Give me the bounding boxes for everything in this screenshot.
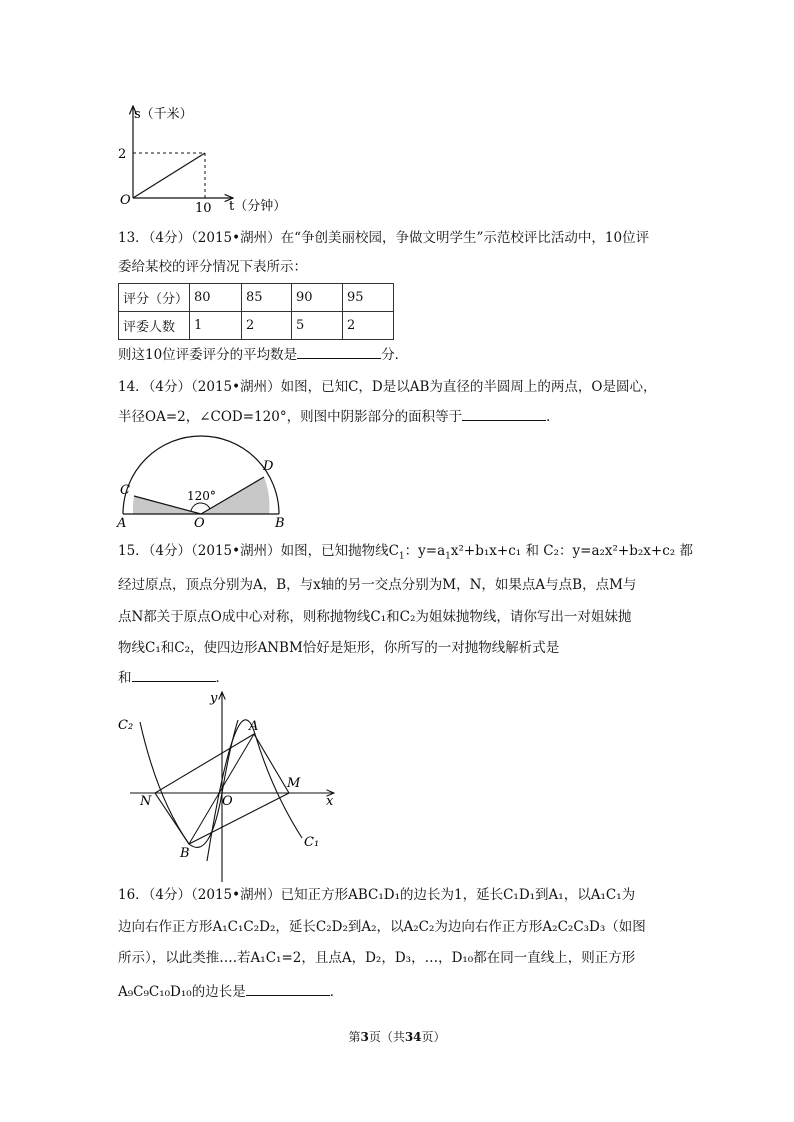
table-row: [119, 284, 394, 312]
label-c2: C₂: [118, 718, 134, 733]
answer-blank[interactable]: [297, 344, 381, 359]
q16-line4-text: A₉C₉C₁₀D₁₀的边长是: [118, 984, 246, 1000]
footer-post: 页）: [421, 1030, 446, 1044]
table-cell: 评委人数: [119, 312, 190, 340]
q15-line1: [118, 541, 693, 567]
x-tick-label: 10: [195, 201, 212, 215]
table-cell: 95: [343, 284, 394, 312]
x-axis-label: t（分钟）: [229, 199, 287, 214]
table-cell: 评分（分）: [119, 284, 190, 312]
q16-line3: 所示），以此类推….若A₁C₁=2，且点A，D₂，D₃，…，D₁₀都在同一直线上，则正方形: [118, 950, 636, 966]
label-b: B: [275, 516, 285, 530]
q13-line1: 13．（4分）（2015•湖州）在“争创美丽校园，争做文明学生”示范校评比活动中，10位评: [118, 230, 650, 246]
label-b: B: [180, 846, 190, 861]
y-tick-label: 2: [118, 147, 127, 162]
q13-after-unit: 分．: [381, 347, 409, 363]
answer-blank[interactable]: [462, 406, 546, 421]
page-number: 3: [360, 1030, 369, 1044]
q13-line2: 委给某校的评分情况下表所示：: [118, 259, 307, 275]
parabola-c2: [140, 720, 238, 847]
table-cell: 85: [242, 284, 292, 312]
q16-line1: 16．（4分）（2015•湖州）已知正方形ABC₁D₁的边长为1，延长C₁D₁到A₁，以A₁C₁为: [118, 887, 636, 903]
q15-line4: 物线C₁和C₂，使四边形ANBM恰好是矩形，你所写的一对抛物线解析式是: [118, 640, 560, 656]
q14-line2-end: ．: [546, 409, 560, 425]
table-cell: 5: [292, 312, 343, 340]
q14-line1: 14．（4分）（2015•湖州）如图，已知C，D是以AB为直径的半圆周上的两点，O是圆心，: [118, 379, 657, 395]
table-cell: 80: [190, 284, 242, 312]
table-cell: 1: [190, 312, 242, 340]
q15-line5: [118, 667, 229, 688]
y-axis-label: s（千米）: [134, 107, 193, 122]
label-n: N: [140, 794, 152, 809]
q15-line1-sub: 1: [398, 551, 405, 562]
footer-pre: 第: [348, 1030, 361, 1044]
q13-after-text: 则这10位评委评分的平均数是: [118, 347, 298, 363]
answer-blank[interactable]: [246, 981, 330, 996]
q15-line1-sub2: 1: [445, 551, 451, 562]
footer-mid: 页（共: [368, 1030, 405, 1044]
label-c1: C₁: [304, 835, 320, 850]
q15-line5-end: ．: [215, 670, 229, 686]
q13-after: [118, 344, 408, 365]
q16-line4-end: ．: [329, 984, 344, 1000]
q16-line4: [118, 981, 343, 1002]
parabolas-figure: [112, 686, 344, 882]
label-x: x: [326, 794, 334, 809]
table-row: [119, 312, 394, 340]
label-c: C: [120, 483, 130, 498]
q15-line3: 点N都关于原点O成中心对称，则称抛物线C₁和C₂为姐妹抛物线，请你写出一对姐妹抛: [118, 609, 632, 625]
q14-line2: [118, 406, 560, 427]
table-cell: 2: [343, 312, 394, 340]
label-a: A: [249, 719, 259, 734]
total-pages: 34: [404, 1030, 422, 1044]
distance-time-graph: [115, 100, 295, 215]
table-cell: 90: [292, 284, 343, 312]
q15-line1-a: 15．（4分）（2015•湖州）如图，已知抛物线C: [118, 543, 399, 559]
score-table: [118, 283, 394, 340]
table-cell: 2: [242, 312, 292, 340]
angle-label: 120°: [187, 489, 216, 503]
label-m: M: [287, 776, 301, 791]
graph-line: [133, 153, 205, 198]
label-o: O: [222, 794, 233, 809]
semicircle-figure: [115, 430, 295, 530]
label-a: A: [117, 516, 127, 530]
answer-blank[interactable]: [132, 667, 216, 682]
label-y: y: [210, 691, 218, 706]
origin-label: O: [120, 193, 131, 208]
q15-line2: 经过原点，顶点分别为A，B，与x轴的另一交点分别为M，N，如果点A与点B，点M与: [118, 577, 637, 593]
q14-line2-text: 半径OA=2，∠COD=120°，则图中阴影部分的面积等于: [118, 409, 463, 425]
label-o: O: [194, 516, 205, 530]
q16-line2: 边向右作正方形A₁C₁C₂D₂，延长C₂D₂到A₂，以A₂C₂为边向右作正方形A₂C₂C₃D₃（如图: [118, 919, 646, 935]
label-d: D: [263, 459, 274, 474]
page-footer: [0, 1028, 794, 1045]
q15-line1-b: ：y=a: [404, 543, 446, 559]
q15-line1-c: x²+b₁x+c₁ 和 C₂：y=a₂x²+b₂x+c₂ 都: [450, 543, 693, 559]
q15-line5-text: 和: [118, 670, 132, 686]
